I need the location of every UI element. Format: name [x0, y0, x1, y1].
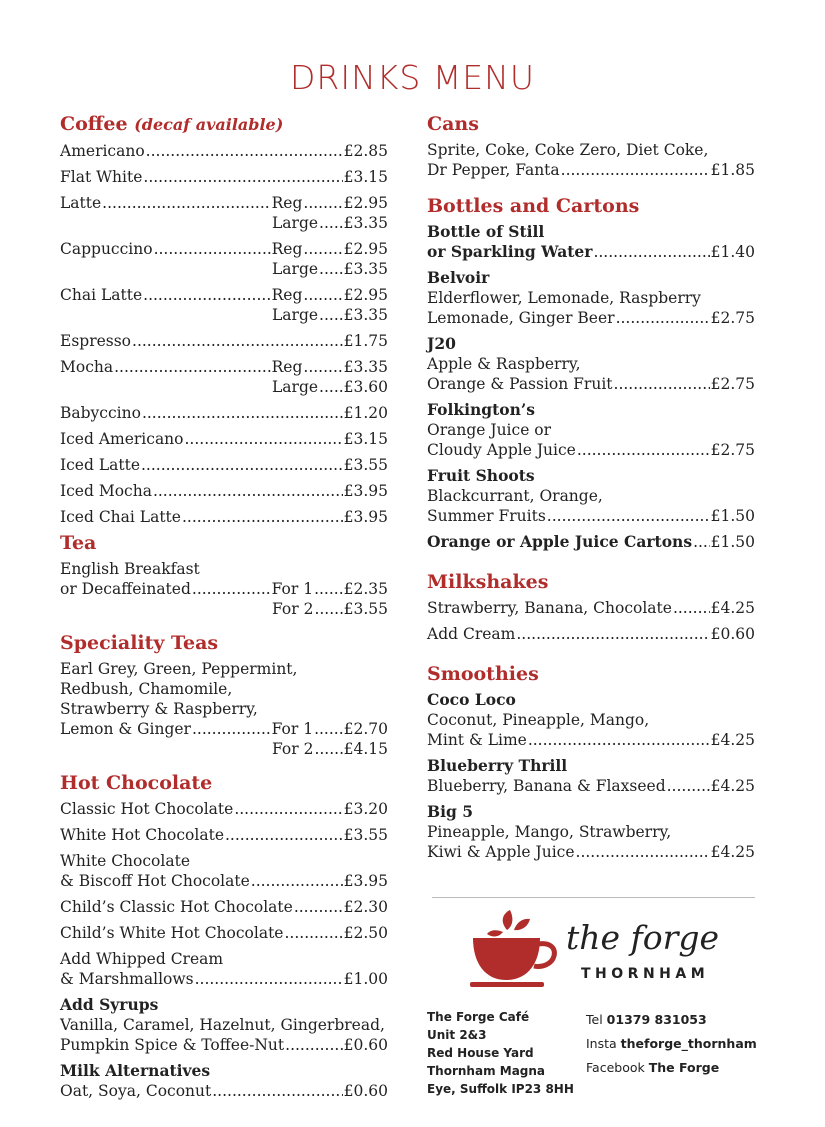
menu-item: Blueberry Thrill Blueberry, Banana & Flaxseed ..... £4.25	[427, 756, 755, 796]
bottles-heading: Bottles and Cartons	[427, 195, 640, 217]
menu-item: Babyccino ..... £1.20	[60, 403, 388, 423]
menu-item: J20 Apple & Raspberry, Orange & Passion Fruit ..... £2.75	[427, 334, 755, 394]
menu-item: Fruit Shoots Blackcurrant, Orange, Summer Fruits ..... £1.50	[427, 466, 755, 526]
instagram: Insta theforge_thornham	[586, 1036, 757, 1051]
tea-heading: Tea	[60, 532, 97, 554]
menu-item: Add Cream ..... £0.60	[427, 624, 755, 644]
facebook: Facebook The Forge	[586, 1060, 720, 1075]
smoothies-heading: Smoothies	[427, 663, 539, 685]
menu-item: Espresso ..... £1.75	[60, 331, 388, 351]
right-column	[427, 112, 755, 868]
menu-item: Chai Latte ..... Reg ..... £2.95 Large ..... £3.35	[60, 285, 388, 325]
menu-item: Add Whipped Cream & Marshmallows ..... £1.00	[60, 949, 388, 989]
brand-name: the forge	[566, 918, 720, 957]
hot-chocolate-heading: Hot Chocolate	[60, 772, 213, 794]
left-column	[60, 112, 388, 1107]
cans-heading: Cans	[427, 113, 479, 135]
menu-item: Sprite, Coke, Coke Zero, Diet Coke, Dr Pepper, Fanta ..... £1.85	[427, 140, 755, 180]
menu-item: Belvoir Elderflower, Lemonade, Raspberry Lemonade, Ginger Beer ..... £2.75	[427, 268, 755, 328]
menu-item: White Chocolate & Biscoff Hot Chocolate ..... £3.95	[60, 851, 388, 891]
menu-item: Add Syrups Vanilla, Caramel, Hazelnut, Gingerbread, Pumpkin Spice & Toffee-Nut ..... £0.60	[60, 995, 388, 1055]
menu-item: Orange or Apple Juice Cartons ..... £1.50	[427, 532, 755, 552]
menu-item: Coco Loco Coconut, Pineapple, Mango, Mint & Lime ..... £4.25	[427, 690, 755, 750]
menu-item: Classic Hot Chocolate ..... £3.20	[60, 799, 388, 819]
address: The Forge Café Unit 2&3 Red House Yard Thornham Magna Eye, Suffolk IP23 8HH	[427, 1010, 574, 1096]
menu-item: Cappuccino ..... Reg ..... £2.95 Large ..... £3.35	[60, 239, 388, 279]
menu-item: Bottle of Still or Sparkling Water ..... £1.40	[427, 222, 755, 262]
menu-item: Americano ..... £2.85	[60, 141, 388, 161]
menu-item: Mocha ..... Reg ..... £3.35 Large ..... £3.60	[60, 357, 388, 397]
menu-item: Iced Chai Latte ..... £3.95	[60, 507, 388, 527]
menu-item: Earl Grey, Green, Peppermint, Redbush, Chamomile, Strawberry & Raspberry, Lemon & Ginger ..... For 1 ..... £2.70 For 2 ..... £4.15	[60, 659, 388, 759]
menu-item: Child’s Classic Hot Chocolate ..... £2.30	[60, 897, 388, 917]
menu-item: Iced Americano ..... £3.15	[60, 429, 388, 449]
brand-town: THORNHAM	[581, 966, 710, 982]
contact-info	[586, 1008, 757, 1080]
phone: Tel 01379 831053	[586, 1012, 707, 1027]
menu-item: Child’s White Hot Chocolate ..... £2.50	[60, 923, 388, 943]
menu-item: Iced Latte ..... £3.55	[60, 455, 388, 475]
menu-item: English Breakfast or Decaffeinated ..... For 1 ..... £2.35 For 2 ..... £3.55	[60, 559, 388, 619]
menu-item: Milk Alternatives Oat, Soya, Coconut ..... £0.60	[60, 1061, 388, 1101]
page-title: DRINKS MENU	[290, 58, 535, 97]
menu-item: Flat White ..... £3.15	[60, 167, 388, 187]
teacup-logo-icon	[470, 908, 560, 990]
milkshakes-heading: Milkshakes	[427, 571, 549, 593]
coffee-heading: Coffee (decaf available)	[60, 113, 284, 135]
menu-item: Folkington’s Orange Juice or Cloudy Apple Juice ..... £2.75	[427, 400, 755, 460]
speciality-teas-heading: Speciality Teas	[60, 632, 219, 654]
menu-item: Strawberry, Banana, Chocolate ..... £4.25	[427, 598, 755, 618]
divider	[432, 897, 755, 898]
menu-item: Iced Mocha ..... £3.95	[60, 481, 388, 501]
menu-item: Big 5 Pineapple, Mango, Strawberry, Kiwi & Apple Juice ..... £4.25	[427, 802, 755, 862]
menu-item: Latte ..... Reg ..... £2.95 Large ..... £3.35	[60, 193, 388, 233]
menu-item: White Hot Chocolate ..... £3.55	[60, 825, 388, 845]
